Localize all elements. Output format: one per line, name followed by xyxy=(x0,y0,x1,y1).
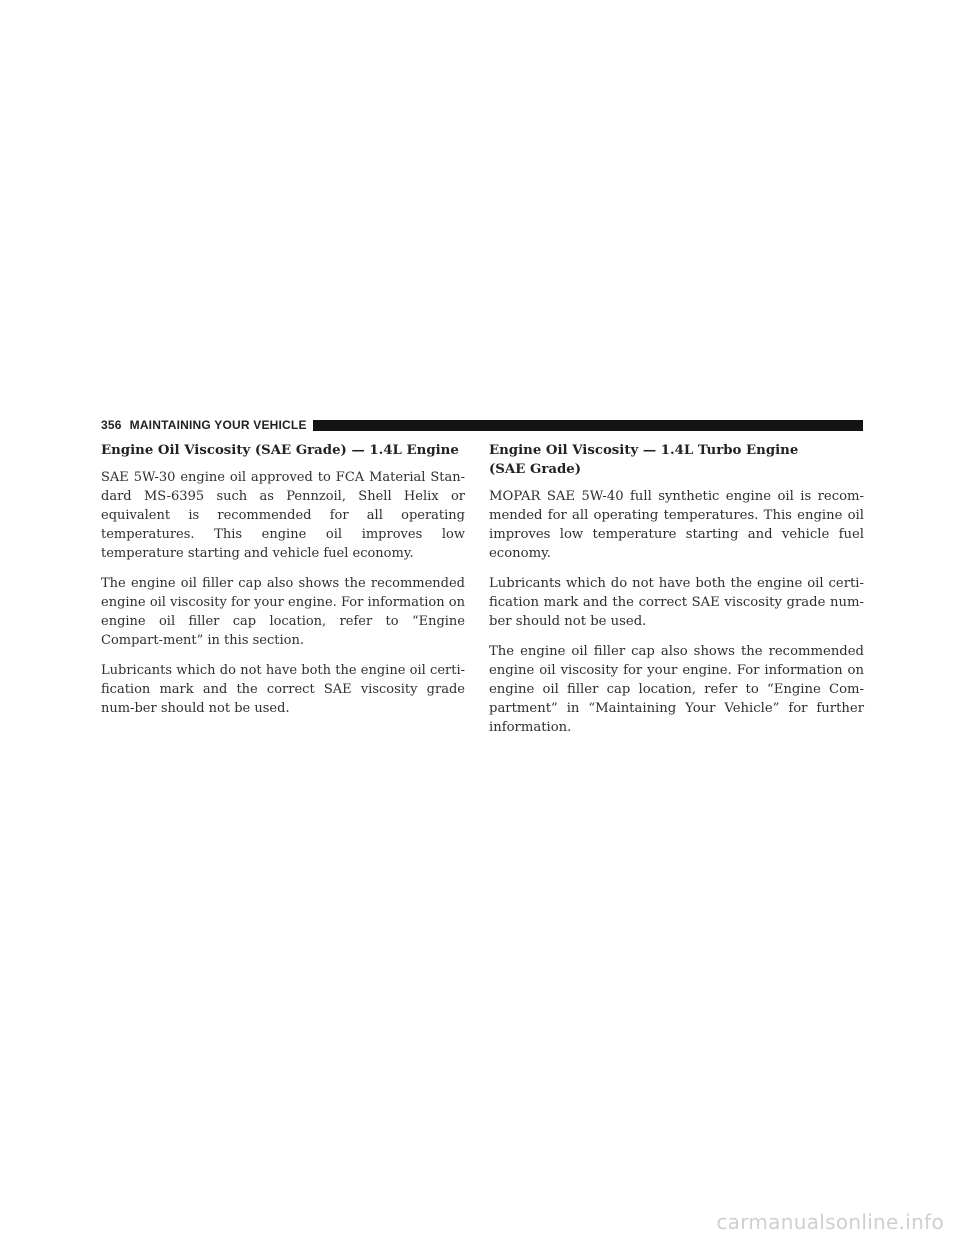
right-heading xyxy=(489,441,864,479)
left-paragraph-2: The engine oil filler cap also shows the recommended engine oil viscosity for your engine. For information on engine oil filler cap location, refer to “Engine Compart-ment” in this section. xyxy=(101,576,465,648)
left-heading: Engine Oil Viscosity (SAE Grade) — 1.4L Engine xyxy=(101,443,459,458)
right-paragraph-2: Lubricants which do not have both the engine oil certi-fication mark and the correct SAE viscosity grade num-ber should not be used. xyxy=(489,576,864,629)
left-paragraph-1: SAE 5W-30 engine oil approved to FCA Material Stan-dard MS-6395 such as Pennzoil, Shell Helix or equivalent is recommended for all operating temperatures. This engine oil improves low temperature starting and vehicle fuel economy. xyxy=(101,470,465,561)
right-column xyxy=(489,441,864,748)
right-paragraph-3: The engine oil filler cap also shows the recommended engine oil viscosity for your engine. For information on engine oil filler cap location, refer to “Engine Com-partment” in “Maintaining Your Vehicle” for further information. xyxy=(489,644,864,735)
left-column xyxy=(101,441,465,729)
page-header xyxy=(101,418,863,432)
right-heading-line-1: Engine Oil Viscosity — 1.4L Turbo Engine xyxy=(489,443,799,458)
section-title: MAINTAINING YOUR VEHICLE xyxy=(129,418,307,432)
watermark: carmanualsonline.info xyxy=(716,1210,944,1234)
page-number: 356 xyxy=(101,418,122,432)
left-paragraph-3: Lubricants which do not have both the engine oil certi-fication mark and the correct SAE viscosity grade num-ber should not be used. xyxy=(101,663,465,716)
header-rule-bar xyxy=(313,420,863,431)
right-heading-line-2: (SAE Grade) xyxy=(489,462,582,477)
right-paragraph-1: MOPAR SAE 5W-40 full synthetic engine oil is recom-mended for all operating temperatures. This engine oil improves low temperature starting and vehicle fuel economy. xyxy=(489,489,864,561)
